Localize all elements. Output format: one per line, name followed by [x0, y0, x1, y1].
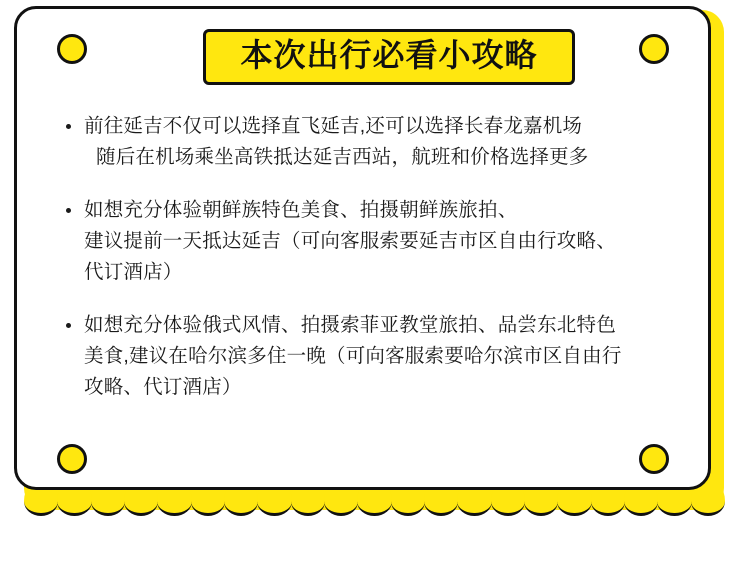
- tips-list: [62, 111, 677, 425]
- punch-hole-top-right-icon: [639, 34, 669, 64]
- tip-line: 代订酒店）: [84, 261, 183, 283]
- tip-line: 前往延吉不仅可以选择直飞延吉,还可以选择长春龙嘉机场: [84, 115, 583, 137]
- tip-bullet: [62, 310, 677, 403]
- title-text: 本次出行必看小攻略: [240, 37, 538, 73]
- tips-card: [14, 6, 711, 490]
- tip-line: 攻略、代订酒店）: [84, 376, 242, 398]
- punch-hole-top-left-icon: [57, 34, 87, 64]
- tip-line: 随后在机场乘坐高铁抵达延吉西站，航班和价格选择更多: [96, 146, 589, 168]
- punch-hole-bottom-left-icon: [57, 444, 87, 474]
- tip-line: 如想充分体验俄式风情、拍摄索菲亚教堂旅拍、品尝东北特色: [84, 314, 616, 336]
- page-title: [203, 29, 575, 85]
- tip-bullet: [62, 195, 677, 288]
- tip-line: 建议提前一天抵达延吉（可向客服索要延吉市区自由行攻略、: [84, 230, 616, 252]
- tip-line: 美食,建议在哈尔滨多住一晚（可向客服索要哈尔滨市区自由行: [84, 345, 622, 367]
- tip-bullet: [62, 111, 677, 173]
- tip-line: 如想充分体验朝鲜族特色美食、拍摄朝鲜族旅拍、: [84, 199, 518, 221]
- punch-hole-bottom-right-icon: [639, 444, 669, 474]
